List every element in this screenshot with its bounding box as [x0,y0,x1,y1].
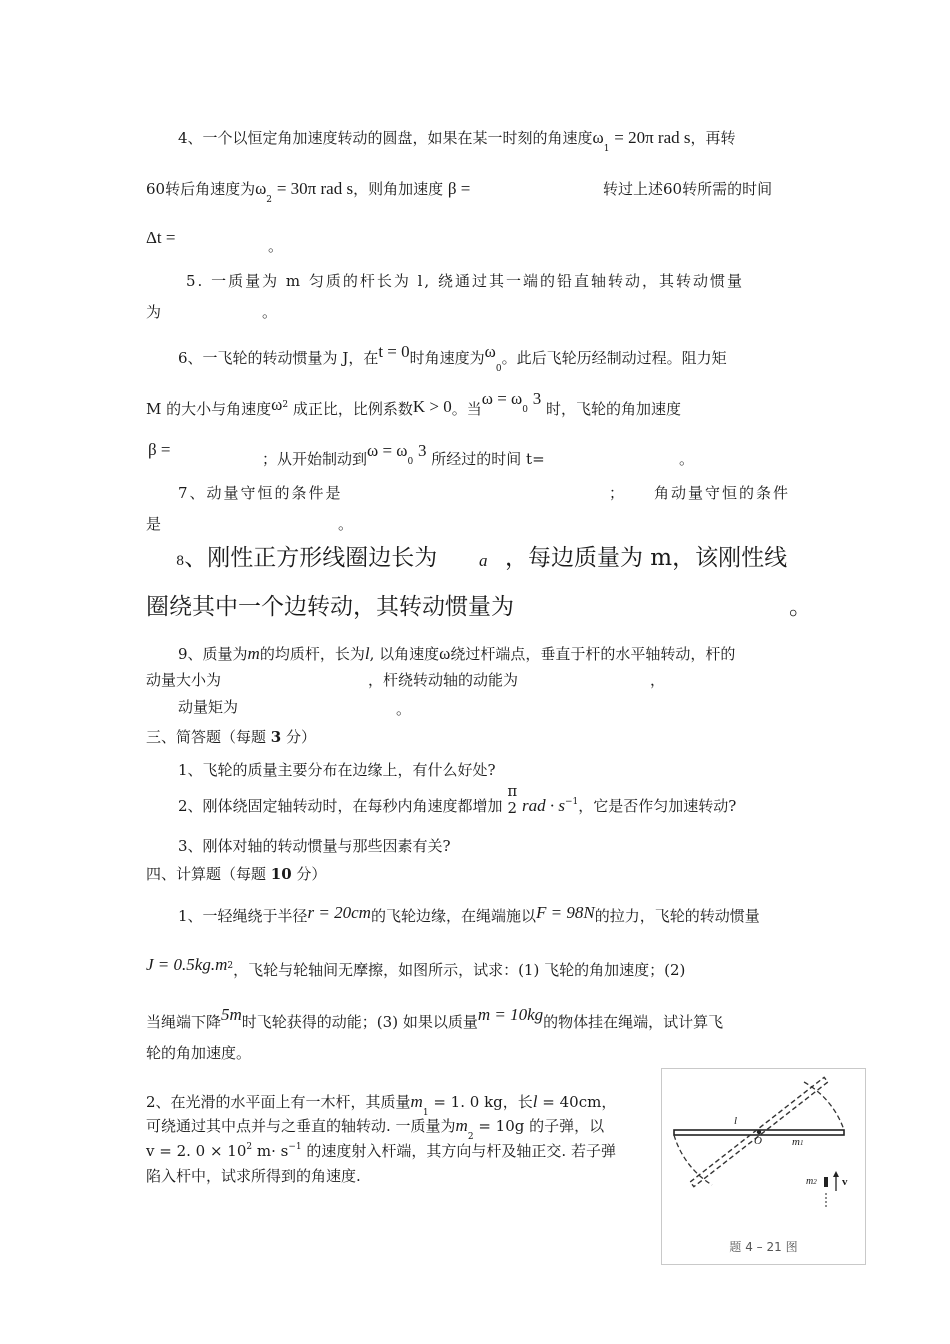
c1-line-3 [146,1005,724,1032]
inertia-j: J = 0.5kg.m [146,955,228,974]
omega1-subscript: 1 [603,144,610,154]
q6-text-2d: 时，飞轮的角加速度 [546,400,682,418]
q6-line-3 [148,440,171,460]
side-a: a [479,551,488,570]
q6-line-3b [262,441,545,472]
q7-text-2: 是 [146,515,162,533]
label-m1-subscript: 1 [799,1139,804,1147]
c2-line-4 [146,1166,361,1186]
section-4-title-a: 四、计算题（每题 [146,865,271,883]
q7-text: 7、动量守恒的条件是 [178,484,343,502]
c1-text-4: 轮的角加速度。 [146,1044,252,1062]
mass-value: m = 10kg [477,1005,544,1024]
q9-text: 9、质量为 [178,645,248,663]
q8-a [479,551,488,571]
c1-text-b: 的飞轮边缘，在绳端施以 [370,907,536,925]
period: 。 [338,515,354,533]
q9-text-2: 动量大小为 [146,671,222,689]
beta-symbol: β = [447,179,471,198]
omega-condition: ω = ω [367,441,408,460]
q6-text-3b: 所经过的时间 t= [431,450,545,468]
m2-subscript: 2 [467,1132,474,1142]
q5-end [262,302,277,322]
period: 。 [268,237,284,255]
q6-end [679,449,694,469]
c1-text-3b: 时飞轮获得的动能；(3) 如果以质量 [241,1013,478,1031]
c2-line-3 [146,1141,616,1164]
l-symbol: l [532,1092,538,1111]
q7-sep [609,483,624,503]
semicolon: ； [609,484,625,502]
q8-text: 、刚性正方形线圈边长为 [184,545,438,571]
section-3-title [146,727,316,747]
q8-end [789,592,812,622]
pi-over-2 [507,783,517,817]
s3-q2-text: 2、刚体绕固定轴转动时，在每秒内角速度都增加 [178,797,503,815]
label-o: O [754,1135,762,1147]
s3-q2-text-b: ，它是否作匀加速转动? [578,797,737,815]
c1-line-1 [178,903,760,926]
q5-line-1 [186,271,744,291]
exp-2: 2 [246,1142,253,1152]
pivot-point [757,1130,761,1134]
radius-r: r = 20cm [307,903,371,922]
q7-line-2 [146,514,161,534]
inertia-exponent: 2 [227,961,234,971]
unit-exponent: −1 [564,797,579,807]
q6-text-b: 时角速度为 [409,349,485,367]
c2-text-c: = 40cm， [542,1093,617,1111]
rod-diagram [662,1069,865,1264]
q6-text-3: ；从开始制动到 [262,450,368,468]
q4-text: 4、一个以恒定角加速度转动的圆盘，如果在某一时刻的角速度 [178,129,593,147]
q9-line-2b [368,670,518,690]
label-m1 [792,1136,803,1148]
q6-text-2c: 。当 [451,400,482,418]
c2-text-3b: m· s [252,1142,289,1160]
section-3-title-c: 分） [281,728,316,746]
q6-text: 6、一飞轮的转动惯量为 J，在 [178,349,379,367]
q6-line-2 [146,389,682,422]
omega-symbol: ω [271,395,283,414]
figure-caption: 题 4 – 21 图 [729,1240,798,1254]
period: 。 [679,450,695,468]
q7-text-b: 角动量守恒的条件 [654,484,791,502]
c2-text-2b: = 10g 的子弹，以 [478,1117,605,1135]
q8-line-1b [505,543,787,573]
c2-line-2 [146,1116,605,1142]
q7-end [338,514,353,534]
k-condition: K > 0 [412,397,452,416]
omega0-subscript: 0 [495,364,502,374]
section-3-score: 3 [270,728,282,746]
period: 。 [789,594,812,620]
length-l: l [364,644,370,663]
q8-text-2: 圈绕其中一个边转动，其转动惯量为 [146,594,514,620]
q4-line-3 [146,228,176,248]
q8-number: 8 [176,554,185,569]
section-4-score: 10 [270,865,292,883]
section-4-title [146,864,326,884]
s3-q1 [178,760,496,780]
c1-line-2 [146,955,686,983]
force-f: F = 98N [535,903,595,922]
m1-symbol: m [410,1092,423,1111]
square-exponent: 2 [282,400,289,410]
q4-text-2c: 转过上述60转所需的时间 [603,180,773,198]
c1-line-4 [146,1043,251,1063]
q9-end [396,699,411,719]
q7-line-1b [654,483,790,503]
c2-line-1 [146,1092,617,1118]
q6-line-1 [178,342,727,374]
q7-line-1 [178,483,343,503]
figure-4-21 [661,1068,866,1265]
omega-symbol: ω [439,644,451,663]
period: 。 [262,303,278,321]
label-m2-symbol: m [806,1176,814,1187]
q4-text-2b: ，则角加速度 [353,180,444,198]
c1-text-2: ，飞轮与轮轴间无摩擦，如图所示，试求：(1) 飞轮的角加速度；(2) [233,961,686,979]
comma: ， [650,671,666,689]
t-zero: t = 0 [378,342,410,361]
c1-text: 1、一轻绳绕于半径 [178,907,308,925]
q4-line-2-right [603,179,772,199]
q6-text-c: 。此后飞轮历经制动过程。阻力矩 [501,349,727,367]
s3-q3 [178,836,451,856]
c2-text-3c: 的速度射入杆端，其方向与杆及轴正交. 若子弹 [301,1142,616,1160]
label-v: v [842,1176,848,1188]
unit-rad-s: rad · s [521,796,565,815]
c2-text-b: = 1. 0 kg，长 [433,1093,533,1111]
c2-text-2: 可绕通过其中点并与之垂直的轴转动. 一质量为 [146,1117,456,1135]
q9-line-3 [178,697,238,717]
q4-text-end: ，再转 [690,129,736,147]
q9-text-b: 的均质杆，长为 [259,645,365,663]
period: 。 [396,700,412,718]
beta-symbol: β = [148,440,171,459]
q9-line-2c [650,670,665,690]
velocity-arrowhead [833,1171,839,1177]
omega2-subscript: 2 [266,195,273,205]
c2-text: 2、在光滑的水平面上有一木杆，其质量 [146,1093,411,1111]
q5-text-2: 为 [146,303,162,321]
c1-text-3c: 的物体挂在绳端，试计算飞 [543,1013,724,1031]
exp-minus-1: −1 [288,1142,302,1152]
omega2-value: = 30π rad s [276,179,354,198]
q9-text-d: 绕过杆端点，垂直于杆的水平轴转动，杆的 [450,645,736,663]
m1-subscript: 1 [422,1108,429,1118]
c1-text-3: 当绳端下降 [146,1013,222,1031]
omega-condition-3: 3 [418,441,427,460]
frac-denominator: 2 [507,799,518,817]
q6-text-2b: 成正比，比例系数 [292,400,413,418]
q4-end [268,236,283,256]
omega-condition: ω = ω [481,389,523,408]
section-4-title-c: 分） [291,865,327,883]
mass-m: m [247,644,260,663]
bullet [824,1177,828,1187]
omega2-symbol: ω [255,179,267,198]
c1-text-c: 的拉力，飞轮的转动惯量 [594,907,760,925]
q9-text-c: , 以角速度 [369,645,440,663]
m2-symbol: m [455,1116,468,1135]
s3-q3-text: 3、刚体对轴的转动惯量与那些因素有关? [178,837,451,855]
q9-line-1 [178,644,735,664]
omega1-value: = 20π rad s [614,128,691,147]
omega-condition-sub: 0 [407,457,414,467]
q9-line-2 [146,670,221,690]
label-m2 [806,1176,817,1187]
q9-text-3: 动量矩为 [178,698,239,716]
c2-text-4: 陷入杆中，试求所得到的角速度. [146,1167,361,1185]
q8-text-b: ，每边质量为 m，该刚性线 [505,545,788,571]
q4-line-1 [178,128,736,154]
omega-condition-sub: 0 [522,405,528,415]
height-h: 5m [221,1005,242,1024]
label-m1-symbol: m [792,1136,800,1148]
q4-text-2: 60转后角速度为 [146,180,256,198]
q6-text-2: M 的大小与角速度 [146,400,272,418]
q5-line-2 [146,302,161,322]
omega1-symbol: ω [592,128,604,147]
q4-line-2 [146,179,471,205]
label-m2-subscript: 2 [813,1178,817,1186]
s3-q1-text: 1、飞轮的质量主要分布在边缘上，有什么好处? [178,761,496,779]
omega-condition-3: 3 [532,389,542,408]
q8-line-2 [146,592,514,622]
omega0-symbol: ω [484,342,496,361]
q8-line-1 [176,543,437,577]
label-l: l [734,1115,738,1127]
s3-q2 [178,782,737,820]
q5-text: 5. 一质量为 m 匀质的杆长为 l, 绕通过其一端的铅直轴转动，其转动惯量 [186,272,744,290]
section-3-title-a: 三、简答题（每题 [146,728,271,746]
q9-text-2b: ，杆绕转动轴的动能为 [368,671,519,689]
arc-right [804,1082,844,1130]
frac-numerator: π [507,782,518,800]
delta-t: Δt = [146,228,176,247]
c2-text-3: v = 2. 0 × 10 [146,1142,247,1160]
